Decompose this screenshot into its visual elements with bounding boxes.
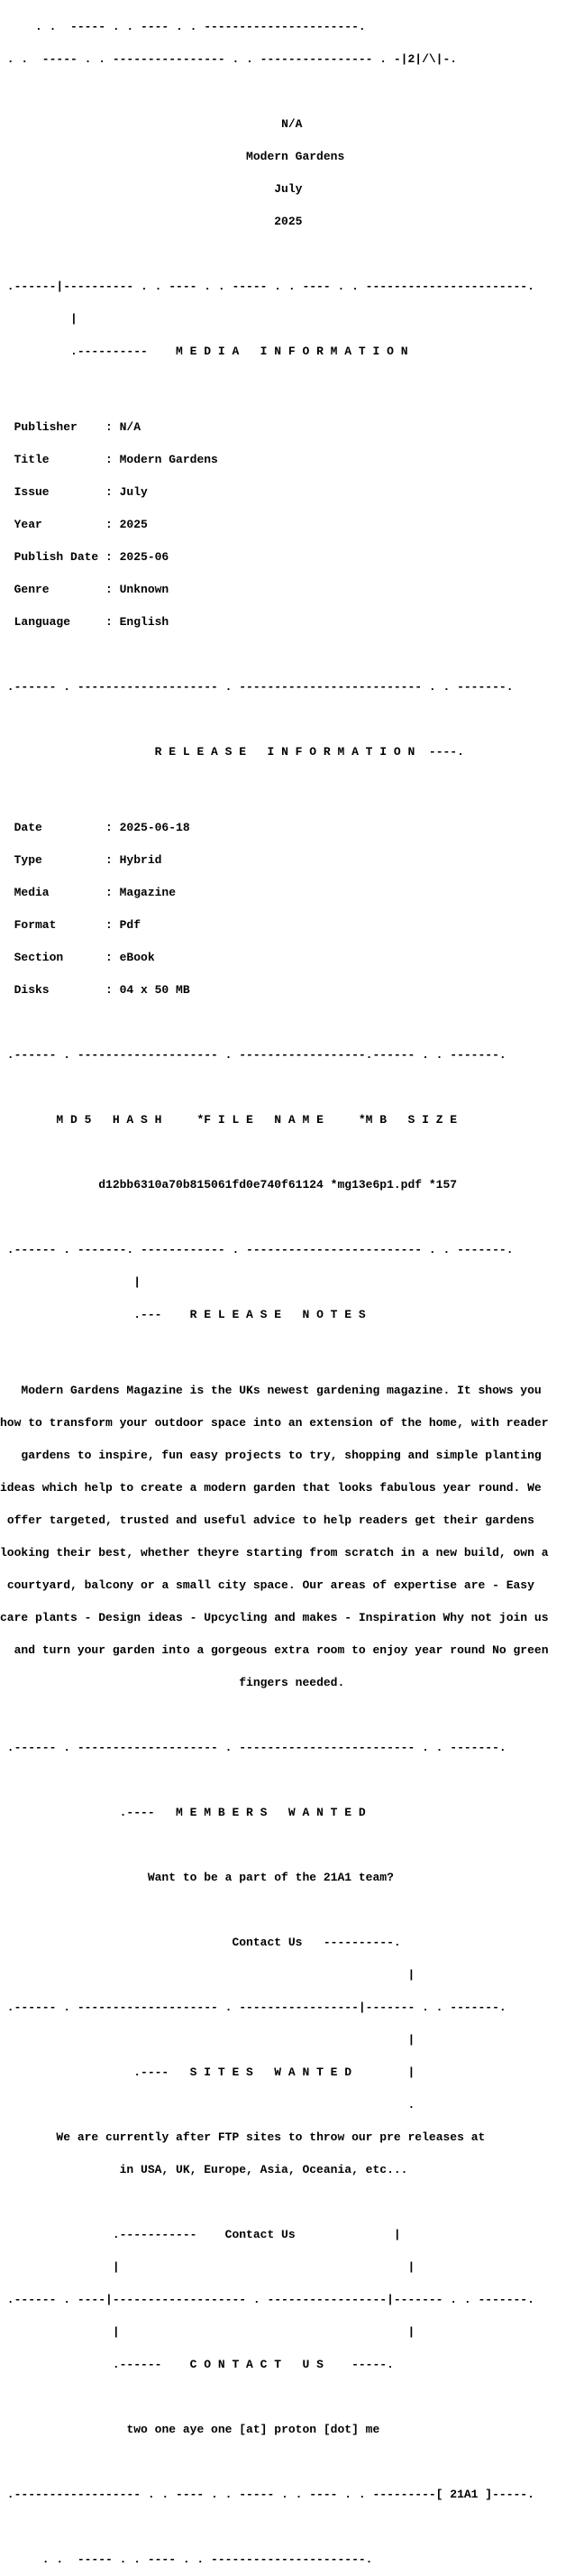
media-heading: .---------- M E D I A I N F O R M A T I O N [0,345,408,358]
divider: .------ . -------------------- . ------------------------- . . -------. [0,1741,506,1754]
header-title: Modern Gardens [246,150,345,163]
divider: .------|---------- . . ---- . . ----- . . ---- . . -----------------------. [0,280,534,293]
media-row: Language : English [0,615,169,629]
divider: .------ . -------------------- . -----------------|------- . . -------. [0,2001,506,2014]
notes-line: how to transform your outdoor space into an extension of the home, with reader [0,1416,549,1430]
media-row: Year : 2025 [0,518,148,531]
notes-heading: .--- R E L E A S E N O T E S [0,1308,366,1321]
notes-line: gardens to inspire, fun easy projects to try, shopping and simple planting [21,1449,542,1462]
divider: .------ . -------------------- . ------------------.------ . . -------. [0,1048,506,1062]
members-heading: .---- M E M B E R S W A N T E D [0,1806,366,1819]
divider: | [0,1275,141,1289]
contact-heading: .------ C O N T A C T U S -----. [0,2358,394,2371]
release-row: Format : Pdf [0,918,141,932]
header-publisher: N/A [281,117,303,131]
media-row: Publish Date : 2025-06 [0,550,169,564]
release-row: Media : Magazine [0,886,177,899]
sites-heading: .---- S I T E S W A N T E D | [0,2065,415,2079]
sites-line: We are currently after FTP sites to throw our pre releases at [56,2130,486,2144]
divider: .------ . -------. ------------ . ------------------------- . . -------. [0,1243,514,1256]
notes-line: ideas which help to create a modern garden that looks fabulous year round. We [0,1481,542,1495]
release-row: Date : 2025-06-18 [0,821,190,834]
sites-line: in USA, UK, Europe, Asia, Oceania, etc... [119,2163,408,2176]
contact-text: two one aye one [at] proton [dot] me [126,2423,380,2436]
media-row: Genre : Unknown [0,583,169,596]
notes-line: Modern Gardens Magazine is the UKs newest gardening magazine. It shows you [21,1384,542,1397]
release-row: Disks : 04 x 50 MB [0,983,190,997]
release-row: Section : eBook [0,951,155,964]
members-contact: Contact Us ----------. [232,1936,401,1949]
divider: | | [0,2260,415,2274]
notes-line: offer targeted, trusted and useful advice to help readers get their gardens [6,1513,534,1527]
notes-line: courtyard, balcony or a small city space. Our areas of expertise are - Easy [6,1578,534,1592]
hash-value: d12bb6310a70b815061fd0e740f61124 *mg13e6p1.pdf *157 [98,1178,458,1191]
header-rule-1: . . ----- . . ---- . . ----------------------. [0,20,366,33]
footer-rule: .------------------ . . ---- . . ----- . . ---- . . ---------[ 21A1 ]-----. [0,2488,534,2501]
members-text: Want to be a part of the 21A1 team? [147,1871,394,1884]
release-row: Type : Hybrid [0,853,162,867]
divider: .------ . ----|------------------- . -----------------|------- . . -------. [0,2293,534,2306]
notes-line: care plants - Design ideas - Upcycling and makes - Inspiration Why not join us [0,1611,549,1624]
release-heading: R E L E A S E I N F O R M A T I O N ----. [154,745,464,759]
notes-line: looking their best, whether theyre starting from scratch in a new build, own a [0,1546,549,1559]
divider: | [0,2033,415,2047]
notes-line: and turn your garden into a gorgeous extra room to enjoy year round No green [14,1643,549,1657]
hash-heading: M D 5 H A S H *F I L E N A M E *M B S I Z E [56,1113,458,1127]
divider: | [0,312,78,326]
divider: | | [0,2325,415,2339]
media-row: Title : Modern Gardens [0,453,218,466]
header-year: 2025 [274,215,303,228]
media-row: Publisher : N/A [0,420,141,434]
header-rule-2: . . ----- . . ---------------- . . ---------------- . -|2|/\|-. [0,52,458,66]
media-row: Issue : July [0,485,148,499]
divider: . [0,2098,415,2111]
footer-tag: 21A1 [450,2488,479,2501]
notes-line: fingers needed. [239,1676,345,1689]
sites-contact: .----------- Contact Us | [0,2228,401,2241]
footer-rule-2: . . ----- . . ---- . . ----------------------. [0,2553,373,2566]
divider: | [0,1968,415,1982]
divider: .------ . -------------------- . -------------------------- . . -------. [0,680,514,694]
header-issue: July [274,182,303,196]
